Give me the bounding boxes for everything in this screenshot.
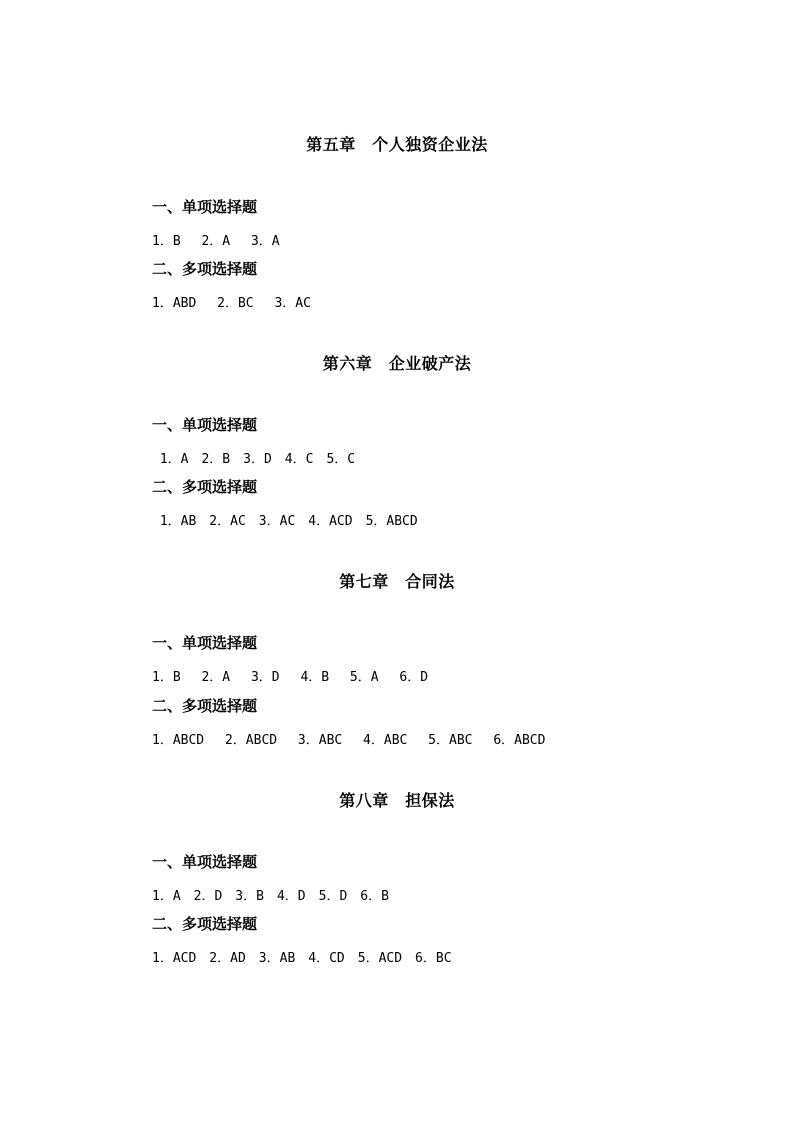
chapter-5-multi-choice-heading: 二、多项选择题 — [152, 260, 258, 278]
chapter-8-multi-choice-heading: 二、多项选择题 — [152, 915, 258, 933]
chapter-6-multi-choice-heading: 二、多项选择题 — [152, 478, 258, 496]
chapter-8-single-choice-heading: 一、单项选择题 — [152, 853, 258, 871]
chapter-8-single-choice-answers: 1．A 2．D 3．B 4．D 5．D 6．B — [152, 889, 389, 904]
chapter-6-single-choice-heading: 一、单项选择题 — [152, 416, 258, 434]
chapter-5-multi-choice-answers: 1．ABD 2．BC 3．AC — [152, 296, 311, 311]
chapter-7-single-choice-answers: 1．B 2．A 3．D 4．B 5．A 6．D — [152, 670, 429, 685]
chapter-5-single-choice-heading: 一、单项选择题 — [152, 198, 258, 216]
chapter-6-multi-choice-answers: 1．AB 2．AC 3．AC 4．ACD 5．ABCD — [152, 514, 418, 529]
chapter-6-title: 第六章 企业破产法 — [322, 354, 472, 373]
chapter-8-title: 第八章 担保法 — [339, 791, 455, 810]
chapter-7-single-choice-heading: 一、单项选择题 — [152, 634, 258, 652]
chapter-8-multi-choice-answers: 1．ACD 2．AD 3．AB 4．CD 5．ACD 6．BC — [152, 951, 452, 966]
chapter-5-single-choice-answers: 1．B 2．A 3．A — [152, 234, 280, 249]
chapter-7-multi-choice-answers: 1．ABCD 2．ABCD 3．ABC 4．ABC 5．ABC 6．ABCD — [152, 733, 546, 748]
chapter-6-single-choice-answers: 1．A 2．B 3．D 4．C 5．C — [152, 452, 356, 467]
chapter-5-title: 第五章 个人独资企业法 — [306, 135, 488, 154]
chapter-7-multi-choice-heading: 二、多项选择题 — [152, 697, 258, 715]
chapter-7-title: 第七章 合同法 — [339, 572, 455, 591]
